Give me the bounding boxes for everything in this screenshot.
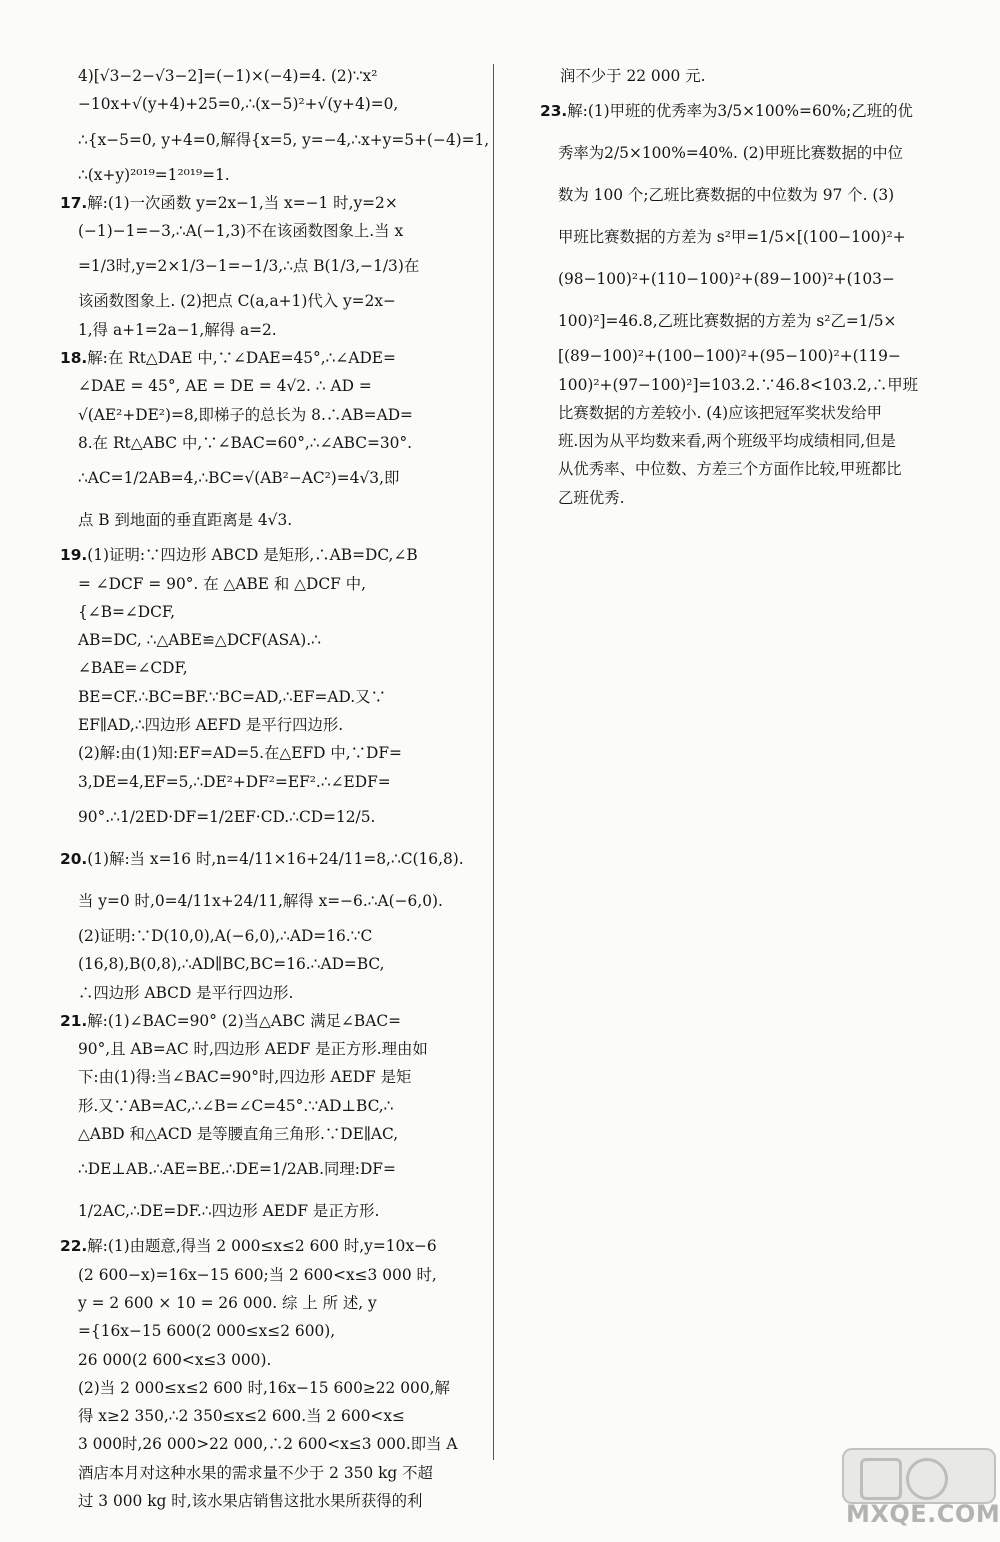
text-line: [60, 950, 460, 978]
text-line: [60, 189, 460, 217]
text-line: [60, 1232, 460, 1260]
text-line: [60, 1487, 460, 1515]
line-text: 酒店本月对这种水果的需求量不少于 2 350 kg 不超: [78, 1463, 433, 1482]
text-line: [60, 1035, 460, 1063]
line-text: 下:由(1)得:当∠BAC=90°时,四边形 AEDF 是矩: [78, 1068, 412, 1087]
text-line: [540, 342, 960, 370]
line-text: 秀率为2/5×100%=40%. (2)甲班比赛数据的中位: [558, 144, 904, 163]
line-text: = ∠DCF = 90°. 在 △ABE 和 △DCF 中,: [78, 574, 366, 593]
line-text: 点 B 到地面的垂直距离是 4√3.: [78, 511, 293, 530]
line-text: 3 000时,26 000>22 000,∴2 600<x≤3 000.即当 A: [78, 1435, 458, 1454]
text-line: [60, 880, 460, 922]
question-number: 21.: [60, 1011, 88, 1030]
line-text: {∠B=∠DCF,: [78, 602, 176, 621]
line-text: △ABD 和△ACD 是等腰直角三角形.∵DE∥AC,: [78, 1125, 399, 1144]
text-line: [540, 216, 960, 258]
line-text: (2)当 2 000≤x≤2 600 时,16x−15 600≥22 000,解: [78, 1378, 450, 1397]
text-line: [60, 922, 460, 950]
line-text: 解:(1)由题意,得当 2 000≤x≤2 600 时,y=10x−6: [87, 1237, 437, 1256]
line-text: (1)证明:∵四边形 ABCD 是矩形,∴AB=DC,∠B: [87, 546, 418, 565]
question-number: 17.: [60, 193, 88, 212]
line-text: [(89−100)²+(100−100)²+(95−100)²+(119−: [558, 347, 901, 366]
line-text: ∠BAE=∠CDF,: [78, 659, 188, 678]
text-line: [540, 371, 960, 399]
text-line: [60, 626, 460, 654]
question-number: 18.: [60, 349, 88, 368]
text-line: [540, 427, 960, 455]
text-line: [60, 119, 490, 161]
text-line: [60, 683, 460, 711]
text-line: [60, 1190, 460, 1232]
column-divider: [493, 64, 494, 1460]
line-text: 解:在 Rt△DAE 中,∵∠DAE=45°,∴∠ADE=: [87, 349, 396, 368]
text-line: [60, 1374, 460, 1402]
line-text: ∴{x−5=0, y+4=0,解得{x=5, y=−4,∴x+y=5+(−4)=1,: [78, 130, 490, 149]
text-line: [60, 598, 460, 626]
text-line: [60, 90, 460, 118]
line-text: (16,8),B(0,8),∴AD∥BC,BC=16.∴AD=BC,: [78, 955, 385, 974]
line-text: 解:(1)甲班的优秀率为3/5×100%=60%;乙班的优: [567, 102, 913, 121]
text-line: [60, 344, 460, 372]
line-text: 解:(1)∠BAC=90° (2)当△ABC 满足∠BAC=: [87, 1011, 401, 1030]
question-number: 22.: [60, 1237, 88, 1256]
left-column: [60, 62, 490, 1515]
line-text: 100)²]=46.8,乙班比赛数据的方差为 s²乙=1/5×: [558, 312, 897, 331]
line-text: (2 600−x)=16x−15 600;当 2 600<x≤3 000 时,: [78, 1265, 437, 1284]
line-text: ∠DAE = 45°, AE = DE = 4√2. ∴ AD =: [78, 377, 372, 396]
text-line: [60, 1092, 460, 1120]
text-line: [60, 217, 460, 245]
text-line: [60, 499, 460, 541]
text-line: [540, 174, 960, 216]
text-line: [60, 1261, 460, 1289]
text-line: [540, 90, 960, 132]
line-text: y = 2 600 × 10 = 26 000. 综 上 所 述, y: [78, 1293, 377, 1312]
text-line: [60, 401, 460, 429]
question-number: 20.: [60, 849, 88, 868]
line-text: EF∥AD,∴四边形 AEFD 是平行四边形.: [78, 716, 344, 735]
line-text: 90°,且 AB=AC 时,四边形 AEDF 是正方形.理由如: [78, 1040, 428, 1059]
line-text: 过 3 000 kg 时,该水果店销售这批水果所获得的利: [78, 1491, 423, 1510]
line-text: 班.因为从平均数来看,两个班级平均成绩相同,但是: [558, 432, 896, 451]
answer-logo-icon: [842, 1448, 996, 1504]
line-text: ={16x−15 600(2 000≤x≤2 600),: [78, 1322, 336, 1341]
line-text: (98−100)²+(110−100)²+(89−100)²+(103−: [558, 270, 895, 289]
text-line: [60, 1289, 460, 1317]
line-text: AB=DC, ∴△ABE≌△DCF(ASA).∴: [78, 631, 321, 650]
line-text: (2)证明:∵D(10,0),A(−6,0),∴AD=16.∵C: [78, 926, 373, 945]
line-text: 乙班优秀.: [558, 488, 625, 507]
text-line: [60, 1120, 460, 1148]
line-text: BE=CF.∴BC=BF.∵BC=AD,∴EF=AD.又∵: [78, 687, 386, 706]
line-text: 26 000(2 600<x≤3 000).: [78, 1350, 272, 1369]
text-line: [60, 1317, 460, 1345]
text-line: [60, 372, 460, 400]
text-line: [60, 1430, 460, 1458]
line-text: 该函数图象上. (2)把点 C(a,a+1)代入 y=2x−: [78, 292, 396, 311]
text-line: [60, 979, 460, 1007]
text-line: [60, 739, 460, 767]
line-text: −10x+√(y+4)+25=0,∴(x−5)²+√(y+4)=0,: [78, 95, 399, 114]
line-text: 解:(1)一次函数 y=2x−1,当 x=−1 时,y=2×: [87, 193, 398, 212]
line-text: √(AE²+DE²)=8,即梯子的总长为 8.∴AB=AD=: [78, 405, 413, 424]
line-text: 得 x≥2 350,∴2 350≤x≤2 600.当 2 600<x≤: [78, 1407, 405, 1426]
text-line: [60, 1063, 460, 1091]
line-text: 润不少于 22 000 元.: [560, 67, 706, 85]
watermark-text: MXQE.COM: [846, 1500, 1000, 1528]
text-line: [60, 287, 460, 315]
text-line: [60, 1402, 460, 1430]
line-text: 8.在 Rt△ABC 中,∵∠BAC=60°,∴∠ABC=30°.: [78, 433, 413, 452]
line-text: (1)解:当 x=16 时,n=4/11×16+24/11=8,∴C(16,8).: [87, 849, 464, 868]
line-text: 比赛数据的方差较小. (4)应该把冠军奖状发给甲: [558, 403, 883, 422]
line-text: =1/3时,y=2×1/3−1=−1/3,∴点 B(1/3,−1/3)在: [78, 257, 420, 276]
question-number: 23.: [540, 102, 568, 121]
line-text: 100)²+(97−100)²]=103.2.∵46.8<103.2,∴甲班: [558, 375, 919, 394]
text-line: [60, 1459, 460, 1487]
line-text: 数为 100 个;乙班比赛数据的中位数为 97 个. (3): [558, 186, 895, 205]
text-line: [60, 838, 464, 880]
line-text: ∴(x+y)²⁰¹⁹=1²⁰¹⁹=1.: [78, 165, 230, 184]
text-line: [60, 161, 460, 189]
line-text: 90°.∴1/2ED·DF=1/2EF·CD.∴CD=12/5.: [78, 807, 376, 826]
right-column: [540, 62, 960, 512]
text-line: [60, 654, 460, 682]
line-text: 形.又∵AB=AC,∴∠B=∠C=45°.∵AD⊥BC,∴: [78, 1096, 394, 1115]
text-line: [60, 429, 460, 457]
line-text: ∴四边形 ABCD 是平行四边形.: [78, 983, 294, 1002]
text-line: [540, 258, 960, 300]
line-text: 1/2AC,∴DE=DF.∴四边形 AEDF 是正方形.: [78, 1202, 380, 1221]
text-line: [60, 1346, 460, 1374]
watermark-logo: [842, 1448, 1000, 1530]
text-line: [540, 455, 960, 483]
text-line: [60, 541, 460, 569]
text-line: [60, 1007, 460, 1035]
text-line: [540, 62, 960, 90]
text-line: [60, 570, 460, 598]
text-line: [540, 399, 960, 427]
text-line: [60, 62, 460, 90]
text-line: [60, 711, 460, 739]
text-line: [540, 300, 960, 342]
line-text: 从优秀率、中位数、方差三个方面作比较,甲班都比: [558, 460, 902, 479]
line-text: (−1)−1=−3,∴A(−1,3)不在该函数图象上.当 x: [78, 222, 404, 241]
text-line: [540, 484, 960, 512]
text-line: [60, 245, 460, 287]
line-text: 甲班比赛数据的方差为 s²甲=1/5×[(100−100)²+: [558, 228, 906, 247]
text-line: [60, 457, 460, 499]
line-text: ∴AC=1/2AB=4,∴BC=√(AB²−AC²)=4√3,即: [78, 469, 400, 488]
line-text: 当 y=0 时,0=4/11x+24/11,解得 x=−6.∴A(−6,0).: [78, 891, 443, 910]
text-line: [60, 1148, 460, 1190]
line-text: 4)[√3−2−√3−2]=(−1)×(−4)=4. (2)∵x²: [78, 67, 378, 85]
line-text: (2)解:由(1)知:EF=AD=5.在△EFD 中,∵DF=: [78, 744, 402, 763]
text-line: [60, 316, 460, 344]
text-line: [540, 132, 960, 174]
line-text: 1,得 a+1=2a−1,解得 a=2.: [78, 320, 277, 339]
line-text: 3,DE=4,EF=5,∴DE²+DF²=EF².∴∠EDF=: [78, 772, 391, 791]
text-line: [60, 796, 460, 838]
text-line: [60, 768, 460, 796]
line-text: ∴DE⊥AB.∴AE=BE.∴DE=1/2AB.同理:DF=: [78, 1160, 396, 1179]
question-number: 19.: [60, 546, 88, 565]
